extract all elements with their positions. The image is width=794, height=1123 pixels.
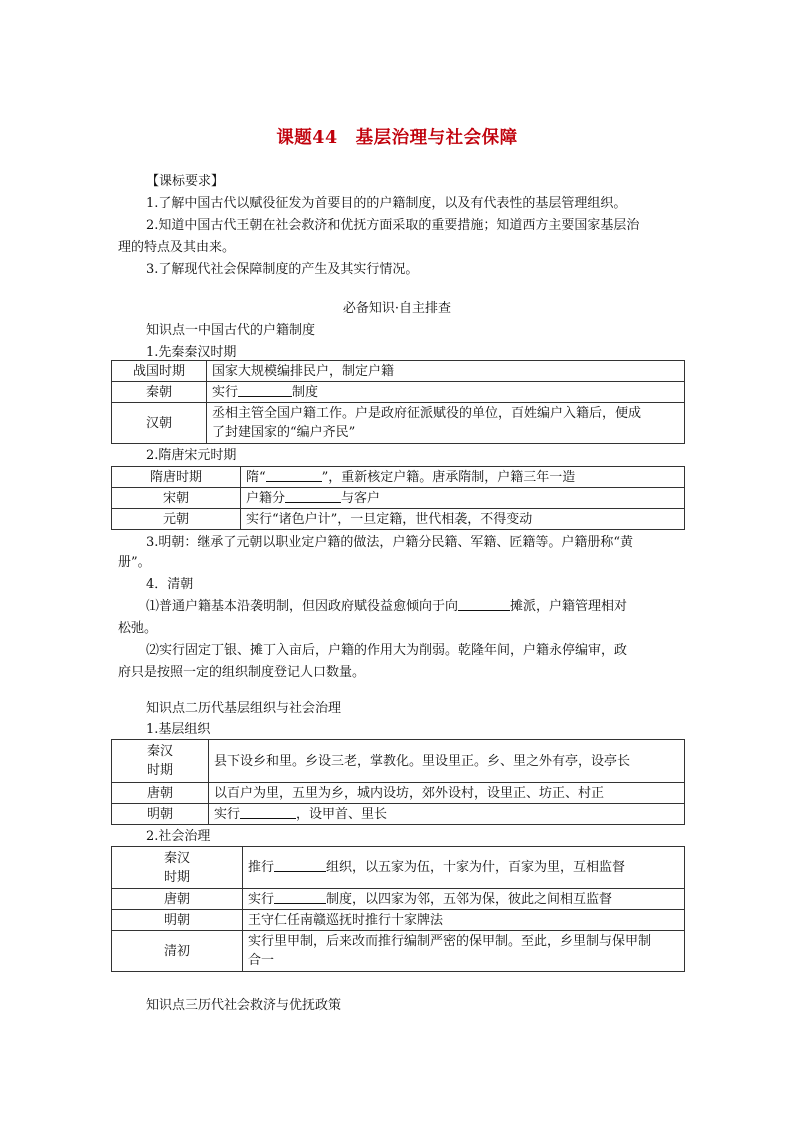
content-cell: 以百户为里，五里为乡，城内设坊，郊外设村，设里正、坊正、村正 xyxy=(209,783,685,804)
fill-blank[interactable] xyxy=(266,468,322,482)
kp2-subheading-1: 1.基层组织 xyxy=(146,722,211,737)
kp1-subheading-2: 2.隋唐宋元时期 xyxy=(146,448,237,463)
cell-text: 组织，以五家为伍，十家为什，百家为里，互相监督 xyxy=(326,860,626,875)
kp1-qing-item-2-cont: 府只是按照一定的组织制度登记人口数量。 xyxy=(118,665,366,680)
kp1-qing-item-1-cont: 松弛。 xyxy=(118,621,158,636)
section-heading: 必备知识·自主排查 xyxy=(342,301,452,316)
paragraph-text: ⑴普通户籍基本沿袭明制，但因政府赋役益愈倾向于向 xyxy=(146,599,459,614)
kp1-subheading-1: 1.先秦秦汉时期 xyxy=(146,345,237,360)
kp1-table-1 xyxy=(111,360,685,444)
content-cell: 王守仁任南赣巡抚时推行十家牌法 xyxy=(243,910,685,931)
table-row xyxy=(112,889,685,910)
table-row xyxy=(112,783,685,804)
kp1-ming-text-cont: 册”。 xyxy=(118,555,151,570)
period-cell: 明朝 xyxy=(112,910,243,931)
cell-text: 制度，以四家为邻，五邻为保，彼此之间相互监督 xyxy=(326,891,613,907)
kp2-title: 知识点二历代基层组织与社会治理 xyxy=(146,701,342,716)
period-cell: 明朝 xyxy=(112,804,209,825)
cell-text: 隋“ xyxy=(246,469,266,485)
table-row xyxy=(112,804,685,825)
fill-blank[interactable] xyxy=(240,805,296,819)
kp1-ming-text: 3.明朝：继承了元朝以职业定户籍的做法，户籍分民籍、军籍、匠籍等。户籍册称“黄 xyxy=(146,535,634,550)
cell-text: 实行 xyxy=(248,891,275,907)
kp2-table-1 xyxy=(111,739,685,825)
content-cell xyxy=(243,889,685,910)
kp1-qing-heading: 4．清朝 xyxy=(146,577,194,592)
paragraph-text: 摊派，户籍管理相对 xyxy=(510,599,628,614)
content-cell: 县下设乡和里。乡设三老，掌教化。里设里正。乡、里之外有亭，设亭长 xyxy=(209,740,685,783)
fill-blank[interactable] xyxy=(458,597,510,611)
period-cell: 唐朝 xyxy=(112,783,209,804)
table-row xyxy=(112,847,685,889)
table-row xyxy=(112,382,685,403)
cell-text: ”，重新核定户籍。唐承隋制，户籍三年一造 xyxy=(321,469,576,485)
content-cell xyxy=(207,382,685,403)
cell-text: 了封建国家的“编户齐民” xyxy=(212,425,356,440)
standards-item-2: 2.知道中国古代王朝在社会救济和优抚方面采取的重要措施；知道西方主要国家基层治 xyxy=(146,218,640,233)
kp2-subheading-2: 2.社会治理 xyxy=(146,829,211,844)
cell-text: 时期 xyxy=(163,869,190,885)
content-cell: 实行“诸色户计”，一旦定籍，世代相袭，不得变动 xyxy=(241,509,685,530)
kp1-table-2 xyxy=(111,466,685,530)
period-cell xyxy=(112,740,209,783)
standards-item-1: 1.了解中国古代以赋役征发为首要目的的户籍制度，以及有代表性的基层管理组织。 xyxy=(146,196,627,211)
kp3-title: 知识点三历代社会救济与优抚政策 xyxy=(146,998,342,1013)
table-row xyxy=(112,740,685,783)
cell-text: 推行 xyxy=(248,860,275,875)
cell-text: 实行里甲制，后来改而推行编制严密的保甲制。至此，乡里制与保甲制 xyxy=(248,934,652,949)
table-row xyxy=(112,488,685,509)
content-cell xyxy=(241,467,685,488)
cell-text: 户籍分 xyxy=(246,490,286,506)
cell-text: 合一 xyxy=(248,953,275,968)
content-cell: 国家大规模编排民户，制定户籍 xyxy=(207,361,685,382)
cell-text: 实行 xyxy=(212,384,239,400)
table-row xyxy=(112,361,685,382)
fill-blank[interactable] xyxy=(274,890,326,904)
period-cell: 唐朝 xyxy=(112,889,243,910)
standards-heading: 【课标要求】 xyxy=(146,174,225,189)
kp1-title: 知识点一中国古代的户籍制度 xyxy=(146,323,316,338)
content-cell xyxy=(207,403,685,444)
cell-text: 实行 xyxy=(214,806,241,822)
fill-blank[interactable] xyxy=(285,489,341,503)
kp1-qing-item-1 xyxy=(146,597,627,617)
page-title: 课题44 基层治理与社会保障 xyxy=(276,128,518,148)
content-cell xyxy=(209,804,685,825)
standards-item-2-cont: 理的特点及其由来。 xyxy=(118,240,236,255)
cell-text: ，设甲首、里长 xyxy=(296,806,388,822)
standards-item-3: 3.了解现代社会保障制度的产生及其实行情况。 xyxy=(146,262,419,277)
period-cell xyxy=(112,847,243,889)
cell-text: 时期 xyxy=(146,763,173,778)
cell-text: 秦汉 xyxy=(146,744,173,759)
kp2-table-2 xyxy=(111,846,685,972)
fill-blank[interactable] xyxy=(274,858,326,872)
cell-text: 与客户 xyxy=(341,490,381,506)
period-cell: 隋唐时期 xyxy=(112,467,241,488)
cell-text: 丞相主管全国户籍工作。户是政府征派赋役的单位，百姓编户入籍后，便成 xyxy=(212,406,642,421)
table-row xyxy=(112,931,685,972)
cell-text: 制度 xyxy=(292,384,319,400)
period-cell: 秦朝 xyxy=(112,382,207,403)
table-row xyxy=(112,403,685,444)
fill-blank[interactable] xyxy=(238,383,292,397)
content-cell xyxy=(241,488,685,509)
period-cell: 战国时期 xyxy=(112,361,207,382)
period-cell: 宋朝 xyxy=(112,488,241,509)
period-cell: 元朝 xyxy=(112,509,241,530)
table-row xyxy=(112,509,685,530)
content-cell xyxy=(243,931,685,972)
period-cell: 汉朝 xyxy=(112,403,207,444)
cell-text: 秦汉 xyxy=(163,850,190,866)
table-row xyxy=(112,467,685,488)
table-row xyxy=(112,910,685,931)
kp1-qing-item-2: ⑵实行固定丁银、摊丁入亩后，户籍的作用大为削弱。乾隆年间，户籍永停编审，政 xyxy=(146,643,628,658)
period-cell: 清初 xyxy=(112,931,243,972)
content-cell xyxy=(243,847,685,889)
